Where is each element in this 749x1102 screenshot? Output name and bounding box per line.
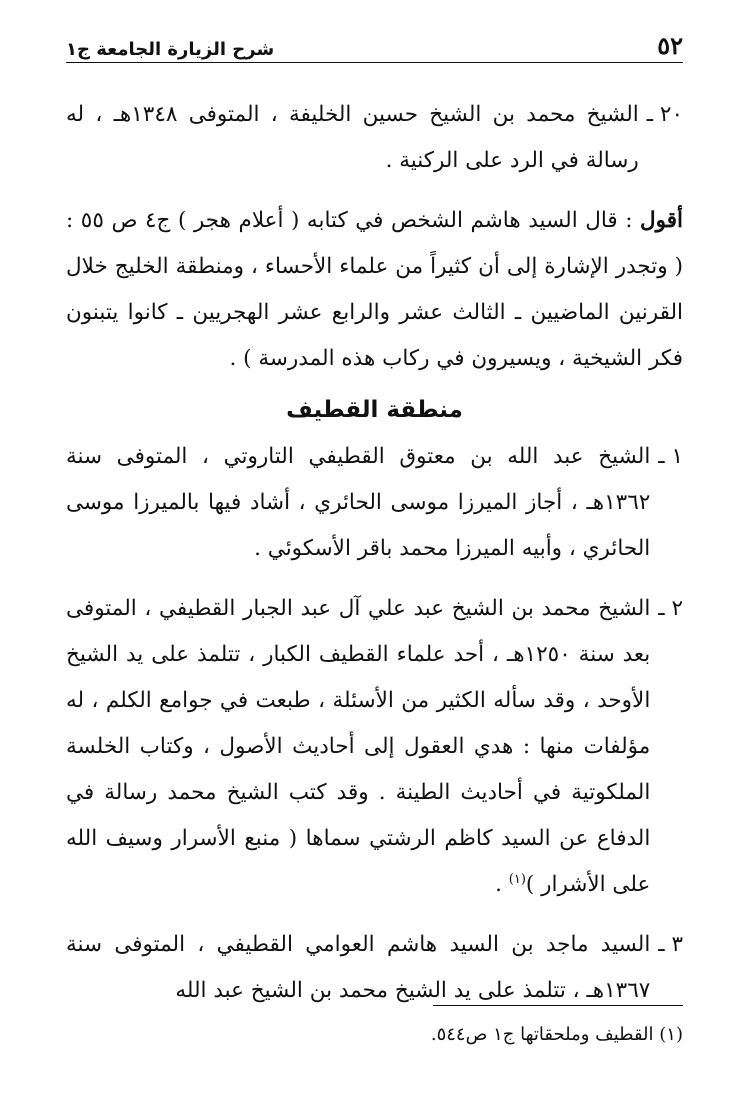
entry-1 [66, 434, 683, 572]
entry-number: ٣ ـ [658, 932, 683, 957]
footnote: (١) القطيف وملحقاتها ج١ ص٥٤٤. [430, 1024, 683, 1045]
page-header [66, 18, 683, 60]
entry-3 [66, 922, 683, 1014]
footnote-rule [433, 1005, 683, 1006]
entry-text-wrapper: الشيخ محمد بن الشيخ عبد علي آل عبد الجبار القطيفي ، المتوفى بعد سنة ١٢٥٠هـ ، أحد علماء القطيف الكبار ، تتلمذ على يد الشيخ الأوحد ، وقد سأله الكثير من الأسئلة ، طبعت في جوامع الكلم ، له مؤلفات منها : هدي العقول إلى أحاديث الأصول ، وكتاب الخلسة الملكوتية في أحاديث الطينة . وقد كتب الشيخ محمد رسالة في الدفاع عن السيد كاظم الرشتي سماها ( منبع الأسرار وسيف الله على الأشرار )$^{(١)}$ . [66, 596, 651, 897]
entry-text: الشيخ عبد الله بن معتوق القطيفي التاروتي ، المتوفى سنة ١٣٦٢هـ ، أجاز الميرزا موسى الحائري ، أشاد فيها بالميرزا موسى الحائري ، وأبيه الميرزا محمد باقر الأسكوئي . [66, 444, 651, 561]
running-title: شرح الزيارة الجامعة ج١ [66, 39, 275, 60]
entry-number: ٢ ـ [658, 596, 683, 621]
page-number: ٥٢ [657, 31, 683, 60]
entry-text: الشيخ محمد بن الشيخ عبد علي آل عبد الجبار القطيفي ، المتوفى بعد سنة ١٢٥٠هـ ، أحد علماء القطيف الكبار ، تتلمذ على يد الشيخ الأوحد ، وقد سأله الكثير من الأسئلة ، طبعت في جوامع الكلم ، له مؤلفات منها : هدي العقول إلى أحاديث الأصول ، وكتاب الخلسة الملكوتية في أحاديث الطينة . وقد كتب الشيخ محمد رسالة في الدفاع عن السيد كاظم الرشتي سماها ( منبع الأسرار وسيف الله على الأشرار ) [66, 596, 651, 897]
section-heading: منطقة القطيف [286, 397, 463, 423]
entry-20 [66, 92, 683, 184]
entry-text: الشيخ محمد بن الشيخ حسين الخليفة ، المتوفى ١٣٤٨هـ ، له رسالة في الرد على الركنية . [66, 102, 639, 173]
footnote-reference[interactable]: (١) [508, 871, 526, 887]
author-note-paragraph [66, 198, 683, 382]
entry-number: ٢٠ ـ [646, 102, 683, 127]
entry-text: السيد ماجد بن السيد هاشم العوامي القطيفي ، المتوفى سنة ١٣٦٧هـ ، تتلمذ على يد الشيخ محمد بن الشيخ عبد الله [66, 932, 651, 1003]
note-text: : قال السيد هاشم الشخص في كتابه ( أعلام هجر ) ج٤ ص ٥٥ : ( وتجدر الإشارة إلى أن كثيراً من علماء الأحساء ، ومنطقة الخليج خلال القرنين الماضيين ـ الثالث عشر والرابع عشر الهجريين ـ كانوا يتبنون فكر الشيخية ، ويسيرون في ركاب هذه المدرسة ) . [66, 208, 683, 371]
note-lead-word: أقول [640, 208, 683, 233]
entry-2 [66, 586, 683, 908]
header-rule [66, 62, 683, 63]
entry-number: ١ ـ [658, 444, 683, 469]
page-body [66, 92, 683, 1014]
